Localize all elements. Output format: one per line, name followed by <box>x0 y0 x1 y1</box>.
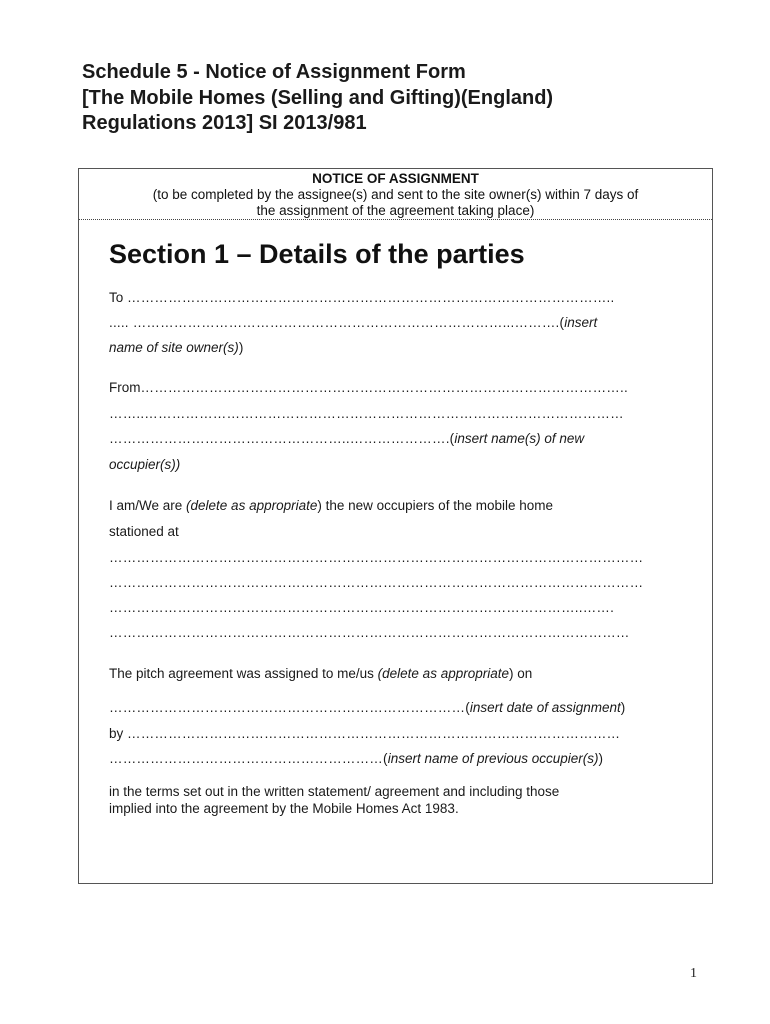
date-line[interactable] <box>109 700 625 716</box>
address-line-3[interactable]: …………………………………………………………………………………………..……. <box>109 600 615 615</box>
from-hint-line <box>109 457 180 473</box>
pitch-statement-b: ) on <box>509 666 533 681</box>
notice-header <box>79 169 712 220</box>
by-dots: ……………………………………………………………………………………………… <box>127 726 621 741</box>
occupier-statement-a: I am/We are <box>109 498 187 513</box>
to-hint-2: name of site owner(s) <box>109 340 239 355</box>
to-dots-2: ..... ………………………………………………………………………...……….( <box>109 315 565 330</box>
from-line[interactable] <box>109 380 628 396</box>
previous-occupier-hint: insert name of previous occupier(s) <box>387 751 599 766</box>
date-hint: insert date of assignment <box>469 700 621 715</box>
title-line-3: Regulations 2013] SI 2013/981 <box>82 112 367 134</box>
from-hint: insert name(s) of new <box>454 431 585 446</box>
pitch-statement <box>109 666 532 682</box>
occupier-statement <box>109 498 553 514</box>
date-dots: ……………………………………………………………………( <box>109 700 470 715</box>
terms-line-2: implied into the agreement by the Mobile Homes Act 1983. <box>109 801 459 816</box>
to-line[interactable] <box>109 290 614 306</box>
previous-occupier-hint-close: ) <box>598 751 604 766</box>
notice-heading: NOTICE OF ASSIGNMENT <box>312 171 479 186</box>
page-number: 1 <box>690 966 697 981</box>
address-line-4[interactable]: …………………………………………………………………………………………………… <box>109 625 630 640</box>
occupier-statement-hint: (delete as appropriate <box>186 498 318 513</box>
to-hint: insert <box>564 315 598 330</box>
to-dots: …………………………………………………………………………………………….. <box>127 290 615 305</box>
notice-instruction-1: (to be completed by the assignee(s) and sent to the site owner(s) within 7 days of <box>152 187 639 202</box>
by-line[interactable] <box>109 726 620 742</box>
to-line-2[interactable] <box>109 315 597 331</box>
address-line-1[interactable]: ……………………………………………………………………………………………………… <box>109 550 644 565</box>
from-line-3[interactable] <box>109 431 584 447</box>
previous-occupier-dots: ……………………………………………………( <box>109 751 388 766</box>
by-label: by <box>109 726 128 741</box>
to-hint-line <box>109 340 243 356</box>
occupier-statement-b: ) the new occupiers of the mobile home <box>317 498 553 513</box>
address-line-2[interactable]: ……………………………………………………………………………………………………… <box>109 575 644 590</box>
previous-occupier-line[interactable] <box>109 751 603 767</box>
notice-instruction-2: the assignment of the agreement taking place) <box>256 203 535 218</box>
from-dots: …………………………………………………………………………………………….. <box>140 380 628 395</box>
to-hint-close: ) <box>238 340 244 355</box>
section-title: Section 1 – Details of the parties <box>109 239 525 269</box>
form-frame <box>78 168 713 884</box>
from-dots-2: ……..…………………………………………………………………………………………… <box>109 406 624 421</box>
pitch-statement-hint: (delete as appropriate <box>377 666 509 681</box>
title-line-1: Schedule 5 - Notice of Assignment Form <box>82 61 466 83</box>
to-label: To <box>109 290 128 305</box>
pitch-statement-a: The pitch agreement was assigned to me/us <box>109 666 378 681</box>
from-line-2[interactable] <box>109 406 624 422</box>
date-hint-close: ) <box>620 700 626 715</box>
from-hint-2: occupier(s)) <box>109 457 181 472</box>
from-dots-3: ……………………………………………..………………….( <box>109 431 455 446</box>
title-line-2: [The Mobile Homes (Selling and Gifting)(England) <box>82 86 554 109</box>
document-title <box>82 60 722 137</box>
stationed-at: stationed at <box>109 524 179 539</box>
terms-line-1: in the terms set out in the written statement/ agreement and including those <box>109 784 560 799</box>
from-label: From <box>109 380 141 395</box>
